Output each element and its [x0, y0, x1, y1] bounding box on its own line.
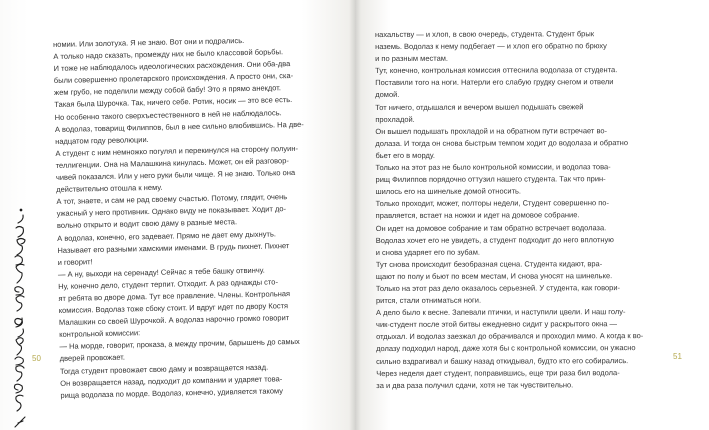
text-line: вольно открыто и водит свою даму в разные места.	[56, 217, 238, 231]
text-line: правляется, встает на ножки и идет на домовое собрание.	[375, 210, 580, 221]
text-line: прохладой.	[375, 114, 415, 124]
text-line: контрольной комиссии:	[59, 328, 141, 340]
text-line: А только надо сказать, промежду них не было классовой борьбы.	[53, 47, 284, 62]
text-line: дверей провожает.	[59, 353, 126, 364]
text-line: Малашкин со своей Шурочкой. А водолаз нарочно громко говорит	[58, 313, 290, 328]
text-line: — А ну, выходи на серенаду! Сейчас я тебе башку отвинчу.	[57, 265, 265, 279]
text-line: Он вышел подышать прохладой и на обратном пути встречает во-	[375, 125, 608, 136]
text-line: Водолаз хочет его не увидеть, а студент подходит до него вплотную	[375, 234, 614, 245]
text-line: Он идет на домовое собрание и там обратно встречает водолаза.	[375, 222, 607, 233]
text-line: наземь. Водолаз к нему подбегает — и хлоп его обратно по брюху	[375, 41, 607, 52]
text-line: сильно вздрагивал и башку назад откидывал, будто кто его собирались.	[376, 355, 629, 366]
text-line: и по разным местам.	[375, 53, 449, 64]
text-line: Тут, конечно, контрольная комиссия оттеснила водолаза от студента.	[375, 65, 618, 76]
text-line: Но особенно такого сверхъестественного в ней не наблюдалось.	[54, 107, 282, 122]
page-number-left: 50	[32, 354, 41, 363]
text-line: Тогда студент провожает свою даму и возвращается назад.	[59, 362, 269, 376]
handwritten-inscription	[5, 205, 35, 430]
text-line: долаза. И тогда он снова быстрым темпом ходит до водолаза и обратно	[375, 137, 629, 148]
text-line: Он возвращается назад, подходит до компании и ударяет това-	[60, 373, 283, 388]
text-line: бьет его в морду.	[375, 150, 435, 160]
text-line: А дело было к весне. Запевали птички, и наступили цвели. И наш голу-	[375, 307, 626, 318]
text-line: А тот, знаете, и сам не рад своему счастью. Потому, глядит, очень	[56, 192, 288, 207]
text-line: рится, стали отниматься ноги.	[375, 295, 482, 306]
text-line: чивей показался. Или у него руки были чище. Я не знаю. Только она	[55, 167, 296, 182]
text-line: А водолаз, товарищ Филиппов, был в нее сильно влюбившись. На две-	[54, 119, 304, 134]
text-line: Только на этот раз не было контрольной комиссии, и водолаз това-	[375, 162, 611, 173]
text-line: ят ребята во дворе дома. Тут все правление. Члены. Контрольная	[58, 289, 291, 303]
text-line: комиссия. Водолаз тоже сбоку стоит. И вдруг идет по двору Костя	[58, 301, 289, 316]
text-line: щают по полу и бьют по всем местам, И снова уносят на шинельке.	[375, 271, 613, 281]
text-line: и снова ударяет его по зубам.	[375, 247, 480, 257]
right-page-text	[375, 28, 643, 392]
text-line: И тоже не наблюдалось идеологических расхождения. Они оба-два	[53, 59, 291, 74]
page-number-right: 51	[673, 352, 682, 361]
text-line: А водолаз, конечно, его задевает. Прямо не дает ему дыхнуть.	[57, 228, 276, 243]
text-line: — На морде, говорит, проказа, а между прочим, барышень до самых	[59, 337, 300, 352]
left-page-text	[53, 34, 309, 402]
book-gutter	[349, 0, 361, 430]
text-line: отдыхал. И водолаз заезжал до обрачивался и проходил мимо. А когда к во-	[376, 331, 644, 342]
text-line: теллигенции. Она на Малашкина кинулась. Может, он ей разговор-	[55, 156, 289, 170]
text-line: Только проходит, может, полторы недели, Студент совершенно по-	[375, 198, 609, 209]
text-line: чик-студент после этой битвы ежедневно сидит у раскрытого окна —	[376, 319, 618, 330]
text-line: Через неделя дает студент, поправившись, еще три раза бил водола-	[376, 367, 620, 378]
handwritten-inscription-image	[5, 205, 35, 430]
text-line: Ну, конечно дело, студент терпит. Отходит. А раз однажды сто-	[58, 277, 278, 291]
text-line: Только на этот раз дело оказалось серьезней. У студента, как говори-	[375, 283, 621, 293]
text-line: надцатом году революции.	[55, 134, 149, 146]
text-line: долазу подходил народ, даже хотя бы с контрольной комиссии, он ужасно	[376, 343, 636, 354]
text-line: Поставили того на ноги. Натерли его слабую грудку снегом и отвели	[375, 77, 614, 88]
text-line: домой.	[375, 90, 400, 100]
text-line: нахальству — и хлоп, в свою очередь, студента. Студент брык	[375, 29, 595, 39]
text-line: Называет его разными хамскими именами. В грудь пихнет. Пихнет	[57, 240, 290, 255]
text-line: Тут снова происходит безобразная сцена. Студента кидают, вра-	[375, 258, 603, 269]
text-line: Тот ничего, отдышался и вечером вышел подышать свежей	[375, 101, 584, 112]
text-line: действительно отошла к нему.	[56, 182, 163, 195]
text-line: рищ Филиппов порядочно оттузил нашего студента. Так что прин-	[375, 174, 606, 185]
text-line: и говорит!	[57, 256, 93, 267]
text-line: жем грубо, не поделили между собой бабу! Это я прямо анекдот.	[54, 83, 282, 98]
text-line: номии. Или золотуха. Я не знаю. Вот они и подрались.	[53, 35, 245, 49]
text-line: были совершенно пролетарского происхождения. А просто они, ска-	[53, 71, 294, 86]
text-line: рища водолаза по морде. Водолаз, конечно, удивляется такому	[60, 385, 284, 400]
text-line: А студент с ним немножко погулял и перекинулся на сторону полуин-	[55, 143, 299, 158]
text-line: Такая была Шурочка. Так, ничего себе. Ротик, носик — это все есть.	[54, 95, 293, 110]
text-line: шилось его на шинельке домой относить.	[375, 186, 522, 197]
right-page	[355, 0, 709, 430]
text-line: ужасный у него противник. Однако виду не показывает. Ходит до-	[56, 204, 287, 219]
text-line: за и два раза получил сдачи, хотя не так чувствительно.	[376, 380, 574, 390]
